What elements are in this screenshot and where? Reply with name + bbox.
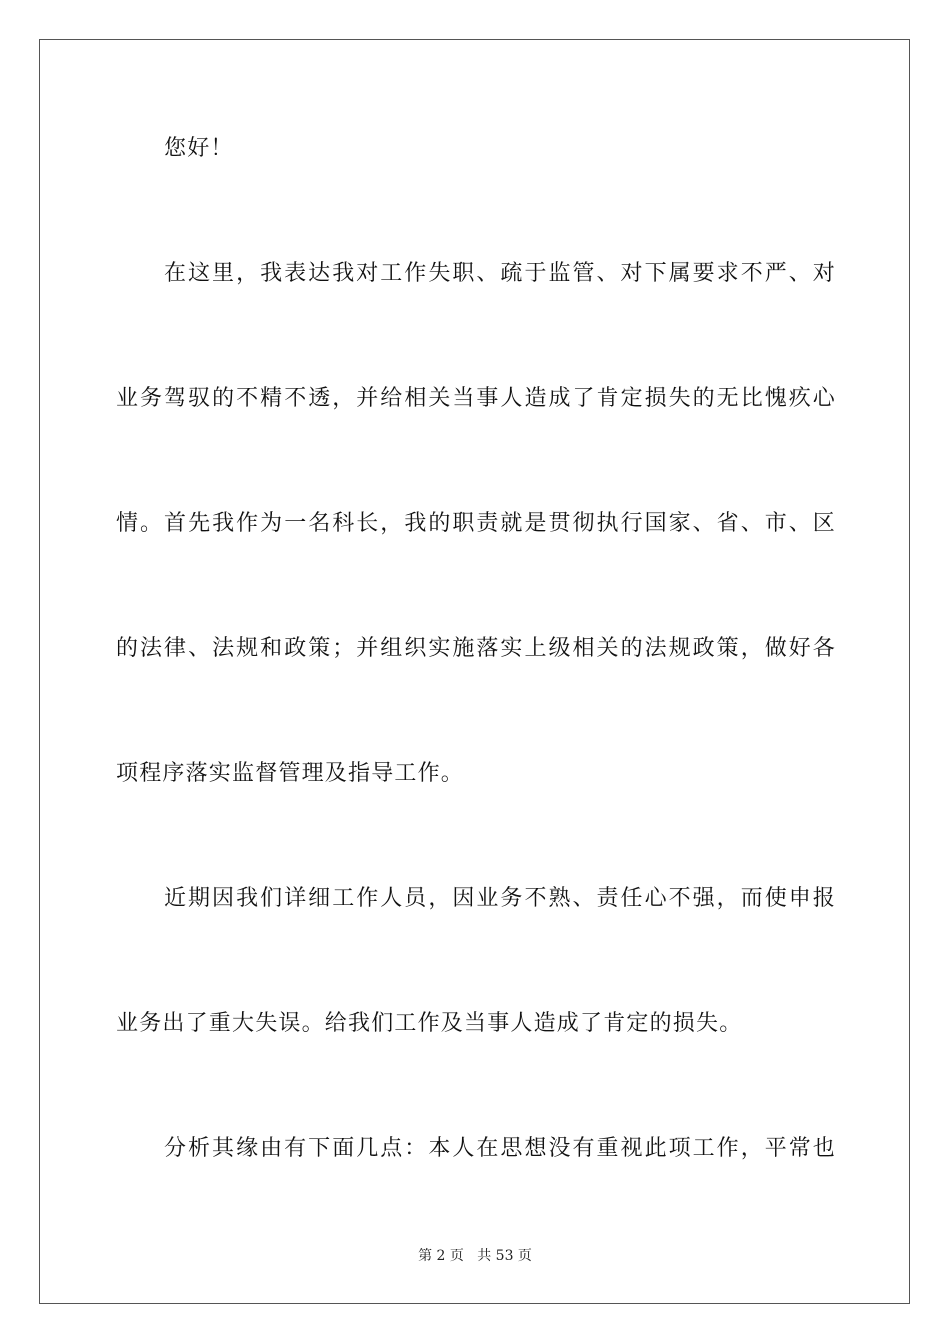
greeting-line: 您好！ [164, 136, 234, 161]
paragraph-line: 分析其缘由有下面几点：本人在思想没有重视此项工作，平常也 [164, 1136, 836, 1161]
paragraph-line: 项程序落实监督管理及指导工作。 [116, 761, 465, 786]
paragraph-line: 情。首先我作为一名科长，我的职责就是贯彻执行国家、省、市、区 [116, 511, 836, 536]
paragraph-line: 业务驾驭的不精不透，并给相关当事人造成了肯定损失的无比愧疚心 [116, 386, 836, 411]
paragraph-line: 的法律、法规和政策；并组织实施落实上级相关的法规政策，做好各 [116, 636, 836, 661]
paragraph-line: 近期因我们详细工作人员，因业务不熟、责任心不强，而使申报 [164, 886, 836, 911]
page-number-footer: 第 2 页 共 53 页 [418, 1248, 532, 1264]
paragraph-line: 在这里，我表达我对工作失职、疏于监管、对下属要求不严、对 [164, 261, 836, 286]
page-frame [39, 39, 910, 1304]
paragraph-line: 业务出了重大失误。给我们工作及当事人造成了肯定的损失。 [116, 1011, 743, 1036]
